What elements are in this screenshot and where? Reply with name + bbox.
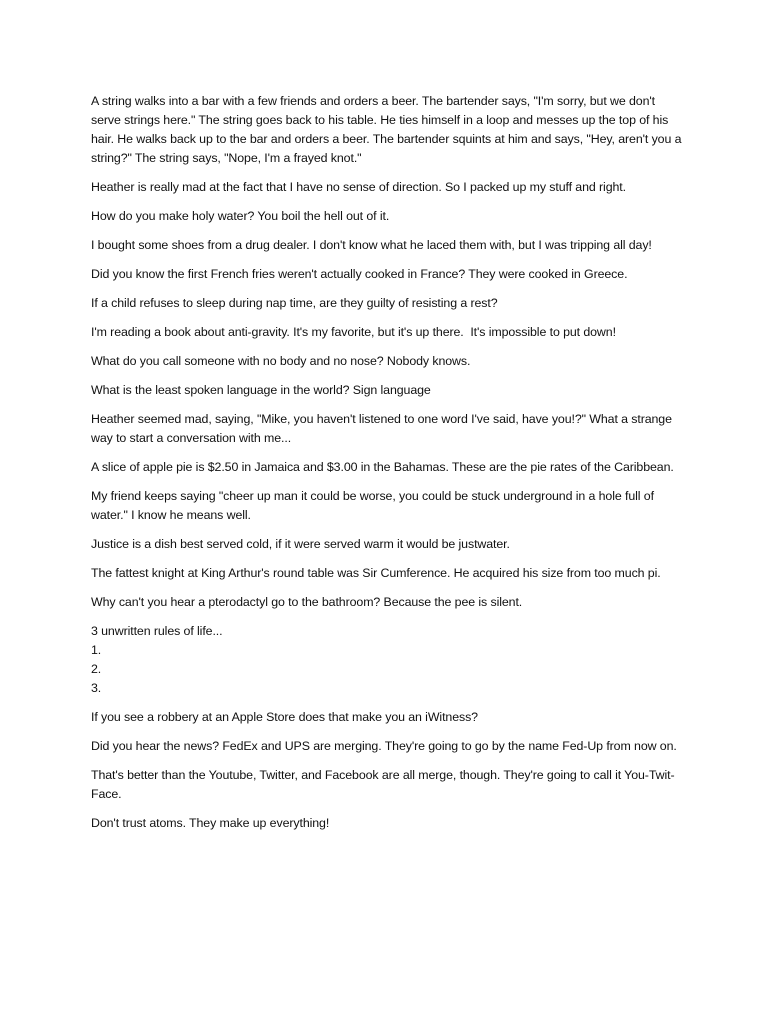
joke-paragraph: How do you make holy water? You boil the hell out of it.: [91, 209, 390, 223]
joke-paragraph: A slice of apple pie is $2.50 in Jamaica and $3.00 in the Bahamas. These are the pie rates of the Caribbean.: [91, 460, 674, 474]
joke-paragraph: What do you call someone with no body and no nose? Nobody knows.: [91, 354, 471, 368]
joke-paragraph: If you see a robbery at an Apple Store does that make you an iWitness?: [91, 710, 478, 724]
joke-paragraph: I bought some shoes from a drug dealer. I don't know what he laced them with, but I was tripping all day!: [91, 238, 652, 252]
joke-paragraph: My friend keeps saying "cheer up man it could be worse, you could be stuck underground in a hole full of water." I know he means well.: [91, 489, 658, 522]
joke-paragraph: Did you hear the news? FedEx and UPS are merging. They're going to go by the name Fed-Up from now on.: [91, 739, 677, 753]
rules-item: 1.: [91, 643, 102, 657]
joke-paragraph: Did you know the first French fries weren't actually cooked in France? They were cooked in Greece.: [91, 267, 628, 281]
rules-item: 3.: [91, 681, 102, 695]
joke-paragraph: Heather seemed mad, saying, "Mike, you haven't listened to one word I've said, have you!?" What a strange way to start a conversation with me...: [91, 412, 676, 445]
rules-item: 2.: [91, 662, 102, 676]
document-body: [91, 92, 683, 843]
joke-paragraph: Justice is a dish best served cold, if it were served warm it would be justwater.: [91, 537, 510, 551]
joke-paragraph: What is the least spoken language in the world? Sign language: [91, 383, 431, 397]
joke-paragraph: I'm reading a book about anti-gravity. It's my favorite, but it's up there. It's impossible to put down!: [91, 325, 616, 339]
joke-paragraph: A string walks into a bar with a few friends and orders a beer. The bartender says, "I'm sorry, but we don't serve strings here." The string goes back to his table. He ties himself in a loop and messes up the top of his hair. He walks back up to the bar and orders a beer. The bartender squints at him and says, "Hey, aren't you a string?" The string says, "Nope, I'm a frayed knot.": [91, 94, 685, 165]
joke-paragraph: Heather is really mad at the fact that I have no sense of direction. So I packed up my stuff and right.: [91, 180, 626, 194]
joke-paragraph: The fattest knight at King Arthur's round table was Sir Cumference. He acquired his size from too much pi.: [91, 566, 661, 580]
rules-heading: 3 unwritten rules of life...: [91, 624, 223, 638]
joke-paragraph: That's better than the Youtube, Twitter, and Facebook are all merge, though. They're going to call it You-Twit-Face.: [91, 768, 675, 801]
joke-paragraph: If a child refuses to sleep during nap time, are they guilty of resisting a rest?: [91, 296, 498, 310]
joke-paragraph: Don't trust atoms. They make up everything!: [91, 816, 330, 830]
rules-list: [91, 622, 683, 698]
joke-paragraph: Why can't you hear a pterodactyl go to the bathroom? Because the pee is silent.: [91, 595, 523, 609]
